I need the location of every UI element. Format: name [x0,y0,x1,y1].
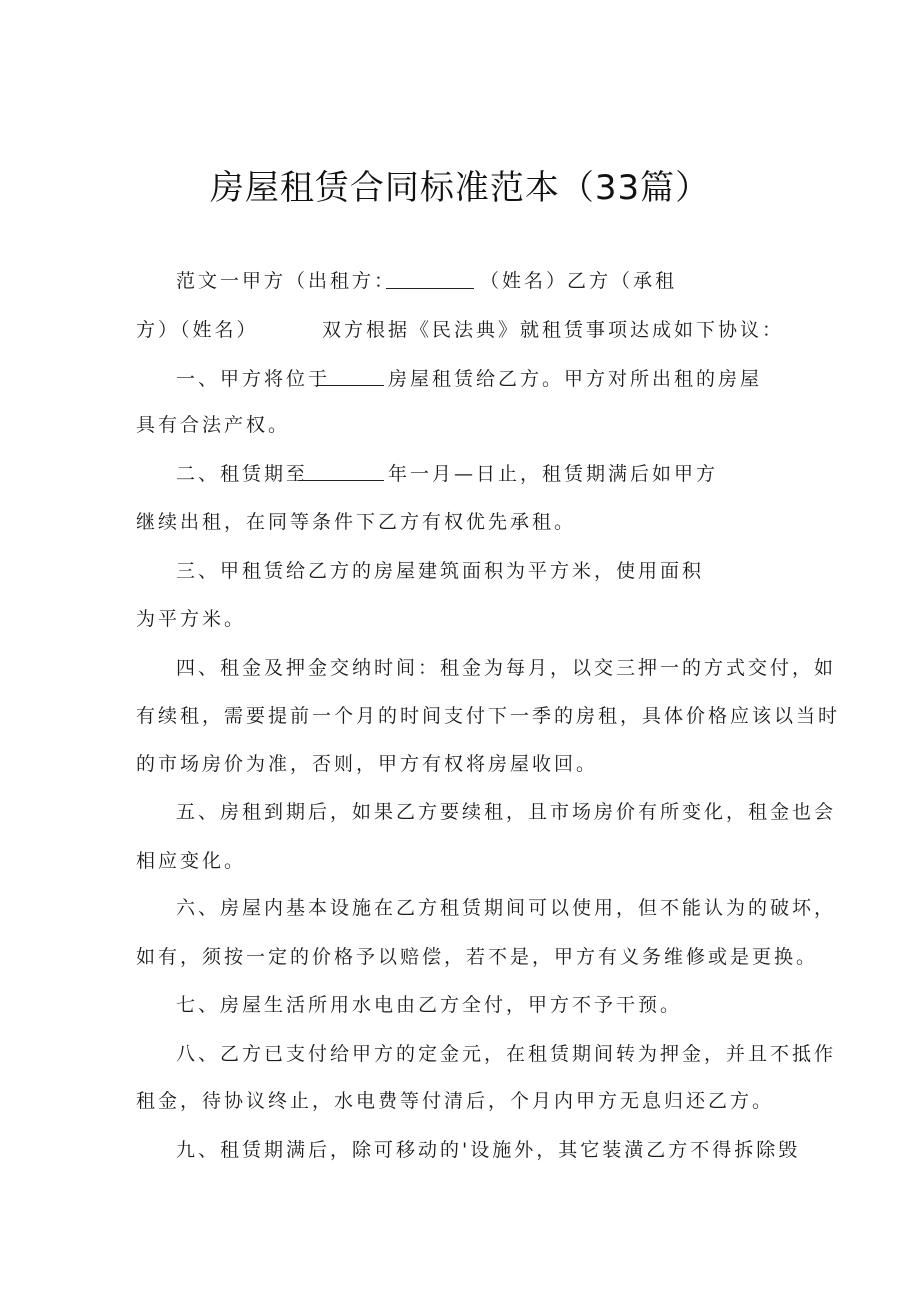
fill-in-blank [298,462,384,481]
text-line [136,749,598,776]
text-line [136,410,290,437]
text-line [322,315,784,342]
text-segment: 相应变化。 [136,850,247,872]
text-line [136,315,259,342]
text-line [136,507,576,534]
text-segment: 三、甲租赁给乙方的房屋建筑面积为平方米，使用面积 [176,560,705,582]
fill-in-blank [318,367,384,386]
text-line [136,846,246,873]
text-line [176,653,836,680]
text-segment: 为平方米。 [136,608,247,630]
text-segment: 年一月—日止，租赁期满后如甲方 [388,463,719,485]
text-line [176,459,308,486]
text-segment: 方）（姓名） [136,319,259,341]
text-segment: 乙方（承租 [567,270,678,292]
text-line [136,604,246,631]
text-line [176,990,682,1017]
text-segment: 九、租赁期满后，除可移动的'设施外，其它装潢乙方不得拆除毁 [176,1139,801,1161]
text-line [388,364,762,391]
text-line [480,266,568,293]
text-segment: 四、租金及押金交纳时间：租金为每月，以交三押一的方式交付，如 [176,657,837,679]
text-segment: 具有合法产权。 [136,414,291,436]
text-segment: 双方根据《民法典》就租赁事项达成如下协议： [322,319,785,341]
text-segment: 的市场房价为准，否则，甲方有权将房屋收回。 [136,753,599,775]
text-segment: 七、房屋生活所用水电由乙方全付，甲方不予干预。 [176,994,683,1016]
text-segment: 二、租赁期至 [176,463,309,485]
text-line [388,459,718,486]
fill-in-blank [386,270,474,289]
text-segment: 有续租，需要提前一个月的时间支付下一季的房租，具体价格应该以当时 [136,705,841,727]
text-segment: 六、房屋内基本设施在乙方租赁期间可以使用，但不能认为的破坏， [176,897,837,919]
text-line [176,797,836,824]
text-segment: 一、甲方将位于 [176,368,331,390]
text-segment: 房屋租赁给乙方。甲方对所出租的房屋 [388,368,763,390]
text-segment: （姓名） [480,270,569,292]
text-segment: 范文一甲方（出租方： [176,270,397,292]
text-line [136,701,840,728]
text-segment: 如有，须按一定的价格予以赔偿，若不是，甲方有义务维修或是更换。 [136,946,819,968]
text-line [176,556,704,583]
text-line [136,1086,774,1113]
document-title: 房屋租赁合同标准范本（33篇） [209,168,711,208]
text-line [176,364,330,391]
text-line [567,266,677,293]
text-line [176,1039,836,1066]
text-line [176,893,836,920]
text-segment: 八、乙方已支付给甲方的定金元，在租赁期间转为押金，并且不抵作 [176,1043,837,1065]
text-segment: 继续出租，在同等条件下乙方有权优先承租。 [136,511,577,533]
text-segment: 租金，待协议终止，水电费等付清后，个月内甲方无息归还乙方。 [136,1090,775,1112]
text-line [136,942,818,969]
text-line [176,1135,800,1162]
text-line [176,266,396,293]
text-segment: 五、房租到期后，如果乙方要续租，且市场房价有所变化，租金也会 [176,801,837,823]
